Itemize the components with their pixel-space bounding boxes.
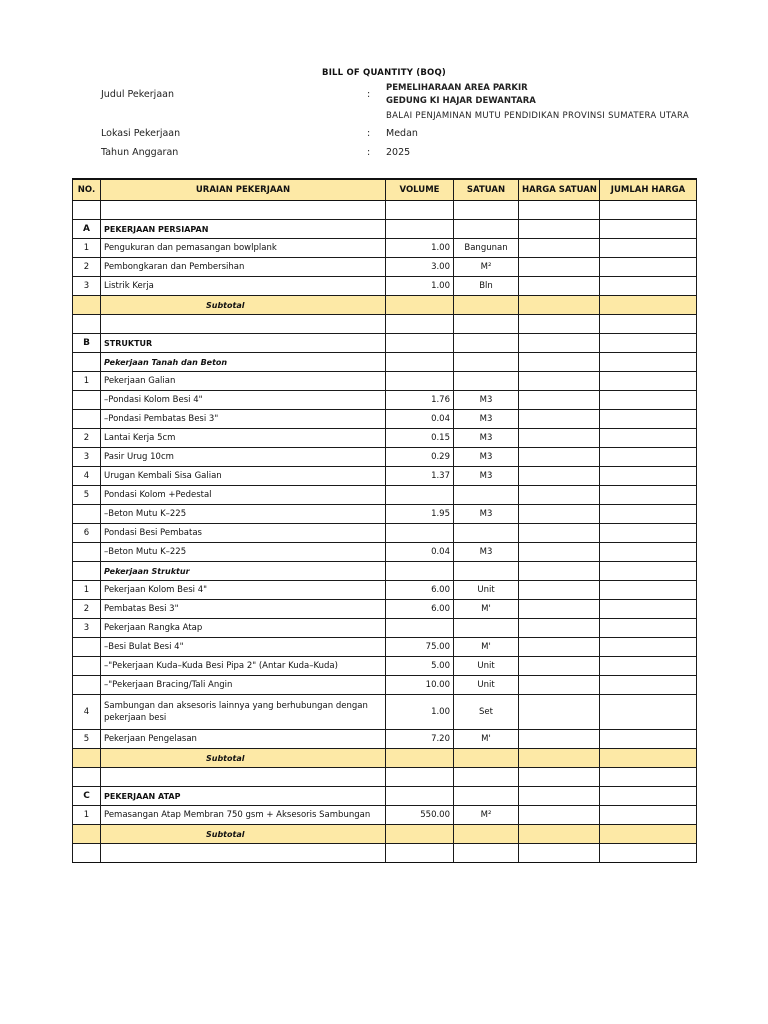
cell-volume: 3.00 [386,258,454,277]
cell-volume [386,334,454,353]
cell-volume [386,524,454,543]
cell-no [73,315,101,334]
cell-harga-satuan [519,581,600,600]
cell-uraian: STRUKTUR [101,334,386,353]
cell-harga-satuan [519,315,600,334]
cell-satuan: Bln [454,277,519,296]
cell-no: 5 [73,730,101,749]
cell-uraian: –Beton Mutu K–225 [101,505,386,524]
cell-uraian: –Pondasi Kolom Besi 4" [101,391,386,410]
cell-uraian [101,844,386,863]
cell-volume: 0.29 [386,448,454,467]
cell-harga-satuan [519,486,600,505]
cell-harga-satuan [519,353,600,372]
table-row [73,695,697,730]
cell-jumlah-harga [600,315,697,334]
cell-satuan [454,844,519,863]
cell-no: A [73,220,101,239]
meta-label-lokasi: Lokasi Pekerjaan [101,128,181,139]
meta-label-judul: Judul Pekerjaan [101,89,174,100]
cell-volume: 1.00 [386,277,454,296]
cell-jumlah-harga [600,353,697,372]
cell-jumlah-harga [600,768,697,787]
meta-label-tahun: Tahun Anggaran [101,147,179,158]
cell-no [73,353,101,372]
cell-uraian: –Pondasi Pembatas Besi 3" [101,410,386,429]
cell-harga-satuan [519,676,600,695]
cell-volume: 1.00 [386,695,454,730]
cell-no: 2 [73,258,101,277]
header-jumlah-harga: JUMLAH HARGA [600,179,697,201]
cell-jumlah-harga [600,806,697,825]
cell-uraian: Pekerjaan Struktur [101,562,386,581]
table-row [73,467,697,486]
cell-harga-satuan [519,391,600,410]
cell-no [73,657,101,676]
cell-satuan [454,315,519,334]
cell-uraian: Sambungan dan aksesoris lainnya yang berhubungan dengan pekerjaan besi [101,695,386,730]
cell-satuan [454,372,519,391]
cell-no: 4 [73,695,101,730]
cell-jumlah-harga [600,581,697,600]
cell-harga-satuan [519,543,600,562]
cell-no: 3 [73,277,101,296]
cell-jumlah-harga [600,695,697,730]
cell-uraian: –Besi Bulat Besi 4" [101,638,386,657]
empty-row [73,768,697,787]
cell-volume: 0.15 [386,429,454,448]
cell-no [73,505,101,524]
cell-no: B [73,334,101,353]
cell-volume: 6.00 [386,581,454,600]
cell-jumlah-harga [600,543,697,562]
cell-satuan: M' [454,600,519,619]
cell-satuan [454,486,519,505]
cell-uraian: Pengukuran dan pemasangan bowlplank [101,239,386,258]
cell-no [73,410,101,429]
cell-harga-satuan [519,825,600,844]
cell-volume [386,353,454,372]
cell-satuan: M3 [454,505,519,524]
cell-no: 1 [73,806,101,825]
cell-volume: 7.20 [386,730,454,749]
boq-table-body [73,201,697,863]
cell-volume: 0.04 [386,543,454,562]
table-row [73,429,697,448]
cell-jumlah-harga [600,657,697,676]
cell-satuan: M² [454,806,519,825]
cell-volume: 1.76 [386,391,454,410]
cell-harga-satuan [519,619,600,638]
meta-value-tahun: 2025 [386,147,411,158]
cell-no: 1 [73,239,101,258]
table-row [73,524,697,543]
cell-no [73,562,101,581]
cell-harga-satuan [519,258,600,277]
cell-satuan: M3 [454,543,519,562]
meta-value-judul-line3: BALAI PENJAMINAN MUTU PENDIDIKAN PROVINSI SUMATERA UTARA [386,111,689,121]
cell-uraian: Pembatas Besi 3" [101,600,386,619]
cell-harga-satuan [519,695,600,730]
cell-uraian: Subtotal [101,296,386,315]
cell-volume: 1.37 [386,467,454,486]
cell-satuan: M3 [454,448,519,467]
table-row [73,448,697,467]
meta-colon-lokasi: : [367,128,371,139]
cell-jumlah-harga [600,524,697,543]
cell-harga-satuan [519,657,600,676]
cell-volume [386,372,454,391]
table-row [73,562,697,581]
cell-no [73,543,101,562]
cell-volume: 1.00 [386,239,454,258]
table-row [73,353,697,372]
cell-uraian: –"Pekerjaan Bracing/Tali Angin [101,676,386,695]
header-harga-satuan: HARGA SATUAN [519,179,600,201]
cell-harga-satuan [519,844,600,863]
cell-satuan: M² [454,258,519,277]
cell-no: 2 [73,600,101,619]
cell-satuan [454,353,519,372]
cell-uraian: Urugan Kembali Sisa Galian [101,467,386,486]
header-volume: VOLUME [386,179,454,201]
cell-satuan [454,787,519,806]
meta-colon-judul: : [367,89,371,100]
cell-jumlah-harga [600,391,697,410]
meta-value-judul-line1: PEMELIHARAAN AREA PARKIR [386,83,528,93]
cell-volume: 75.00 [386,638,454,657]
cell-volume [386,787,454,806]
cell-satuan [454,749,519,768]
cell-satuan [454,619,519,638]
cell-satuan [454,220,519,239]
cell-harga-satuan [519,429,600,448]
cell-jumlah-harga [600,638,697,657]
cell-uraian: Pekerjaan Galian [101,372,386,391]
table-row [73,277,697,296]
cell-uraian: –"Pekerjaan Kuda–Kuda Besi Pipa 2" (Antar Kuda–Kuda) [101,657,386,676]
cell-no [73,825,101,844]
section-row [73,787,697,806]
cell-no [73,844,101,863]
cell-harga-satuan [519,562,600,581]
cell-uraian: –Beton Mutu K–225 [101,543,386,562]
cell-jumlah-harga [600,505,697,524]
table-row [73,505,697,524]
cell-harga-satuan [519,334,600,353]
cell-volume [386,315,454,334]
subtotal-row [73,825,697,844]
cell-satuan: M3 [454,410,519,429]
empty-row [73,201,697,220]
cell-satuan [454,825,519,844]
table-row [73,239,697,258]
cell-no [73,638,101,657]
cell-no [73,768,101,787]
cell-jumlah-harga [600,600,697,619]
cell-jumlah-harga [600,730,697,749]
cell-volume: 5.00 [386,657,454,676]
cell-harga-satuan [519,600,600,619]
table-row [73,806,697,825]
cell-satuan [454,562,519,581]
cell-harga-satuan [519,806,600,825]
cell-volume: 6.00 [386,600,454,619]
cell-jumlah-harga [600,239,697,258]
cell-satuan: M' [454,638,519,657]
cell-harga-satuan [519,787,600,806]
cell-satuan [454,524,519,543]
table-header-row [73,179,697,201]
cell-volume [386,296,454,315]
cell-jumlah-harga [600,467,697,486]
cell-jumlah-harga [600,787,697,806]
subtotal-row [73,296,697,315]
cell-harga-satuan [519,730,600,749]
cell-no: 1 [73,581,101,600]
section-row [73,220,697,239]
cell-uraian [101,768,386,787]
cell-no: 2 [73,429,101,448]
cell-jumlah-harga [600,844,697,863]
cell-volume [386,201,454,220]
cell-no [73,676,101,695]
cell-satuan: Unit [454,581,519,600]
cell-harga-satuan [519,505,600,524]
cell-jumlah-harga [600,749,697,768]
table-row [73,372,697,391]
cell-harga-satuan [519,768,600,787]
cell-uraian: Pekerjaan Rangka Atap [101,619,386,638]
cell-uraian: Pembongkaran dan Pembersihan [101,258,386,277]
cell-uraian: Lantai Kerja 5cm [101,429,386,448]
document-title: BILL OF QUANTITY (BOQ) [322,68,446,78]
cell-uraian: Pekerjaan Pengelasan [101,730,386,749]
cell-jumlah-harga [600,334,697,353]
cell-uraian: Subtotal [101,825,386,844]
subtotal-row [73,749,697,768]
cell-no: 4 [73,467,101,486]
cell-satuan: Unit [454,676,519,695]
cell-uraian: Pasir Urug 10cm [101,448,386,467]
cell-harga-satuan [519,410,600,429]
table-row [73,619,697,638]
table-row [73,600,697,619]
cell-satuan [454,201,519,220]
table-row [73,258,697,277]
cell-harga-satuan [519,467,600,486]
cell-satuan: Set [454,695,519,730]
cell-uraian: Subtotal [101,749,386,768]
section-row [73,334,697,353]
cell-no: 3 [73,619,101,638]
cell-volume [386,486,454,505]
meta-value-lokasi: Medan [386,128,418,139]
cell-jumlah-harga [600,410,697,429]
cell-satuan: M3 [454,429,519,448]
cell-harga-satuan [519,296,600,315]
cell-uraian: Pekerjaan Kolom Besi 4" [101,581,386,600]
table-row [73,410,697,429]
table-row [73,391,697,410]
cell-satuan: M' [454,730,519,749]
cell-volume [386,768,454,787]
cell-uraian: Listrik Kerja [101,277,386,296]
cell-harga-satuan [519,448,600,467]
cell-harga-satuan [519,638,600,657]
cell-harga-satuan [519,201,600,220]
cell-jumlah-harga [600,220,697,239]
cell-jumlah-harga [600,448,697,467]
cell-jumlah-harga [600,676,697,695]
cell-no: 6 [73,524,101,543]
cell-jumlah-harga [600,296,697,315]
empty-row [73,315,697,334]
cell-uraian: Pemasangan Atap Membran 750 gsm + Aksesoris Sambungan [101,806,386,825]
cell-volume [386,749,454,768]
cell-jumlah-harga [600,258,697,277]
cell-jumlah-harga [600,619,697,638]
cell-jumlah-harga [600,429,697,448]
cell-uraian: PEKERJAAN PERSIAPAN [101,220,386,239]
cell-no: 5 [73,486,101,505]
cell-uraian [101,315,386,334]
cell-satuan: Unit [454,657,519,676]
cell-satuan: M3 [454,467,519,486]
cell-harga-satuan [519,524,600,543]
cell-volume: 550.00 [386,806,454,825]
table-row [73,657,697,676]
table-row [73,638,697,657]
cell-satuan: Bangunan [454,239,519,258]
cell-jumlah-harga [600,486,697,505]
cell-satuan [454,296,519,315]
cell-satuan: M3 [454,391,519,410]
cell-no: 3 [73,448,101,467]
cell-volume [386,220,454,239]
cell-no: 1 [73,372,101,391]
cell-volume [386,562,454,581]
cell-harga-satuan [519,277,600,296]
cell-volume [386,619,454,638]
table-row [73,730,697,749]
boq-table [72,178,697,863]
empty-row [73,844,697,863]
table-row [73,486,697,505]
table-row [73,543,697,562]
cell-jumlah-harga [600,825,697,844]
cell-no: C [73,787,101,806]
cell-no [73,749,101,768]
cell-volume: 10.00 [386,676,454,695]
cell-uraian: Pondasi Kolom +Pedestal [101,486,386,505]
meta-value-judul-line2: GEDUNG KI HAJAR DEWANTARA [386,96,536,106]
table-row [73,676,697,695]
cell-jumlah-harga [600,277,697,296]
cell-satuan [454,768,519,787]
header-uraian-pekerjaan: URAIAN PEKERJAAN [101,179,386,201]
cell-harga-satuan [519,220,600,239]
meta-colon-tahun: : [367,147,371,158]
table-row [73,581,697,600]
cell-harga-satuan [519,749,600,768]
cell-jumlah-harga [600,201,697,220]
cell-harga-satuan [519,239,600,258]
cell-satuan [454,334,519,353]
cell-volume: 1.95 [386,505,454,524]
cell-volume: 0.04 [386,410,454,429]
cell-no [73,296,101,315]
cell-volume [386,825,454,844]
header-satuan: SATUAN [454,179,519,201]
cell-no [73,201,101,220]
cell-jumlah-harga [600,372,697,391]
cell-uraian: PEKERJAAN ATAP [101,787,386,806]
cell-jumlah-harga [600,562,697,581]
cell-no [73,391,101,410]
header-no: NO. [73,179,101,201]
cell-uraian: Pondasi Besi Pembatas [101,524,386,543]
cell-harga-satuan [519,372,600,391]
cell-uraian [101,201,386,220]
cell-uraian: Pekerjaan Tanah dan Beton [101,353,386,372]
cell-volume [386,844,454,863]
